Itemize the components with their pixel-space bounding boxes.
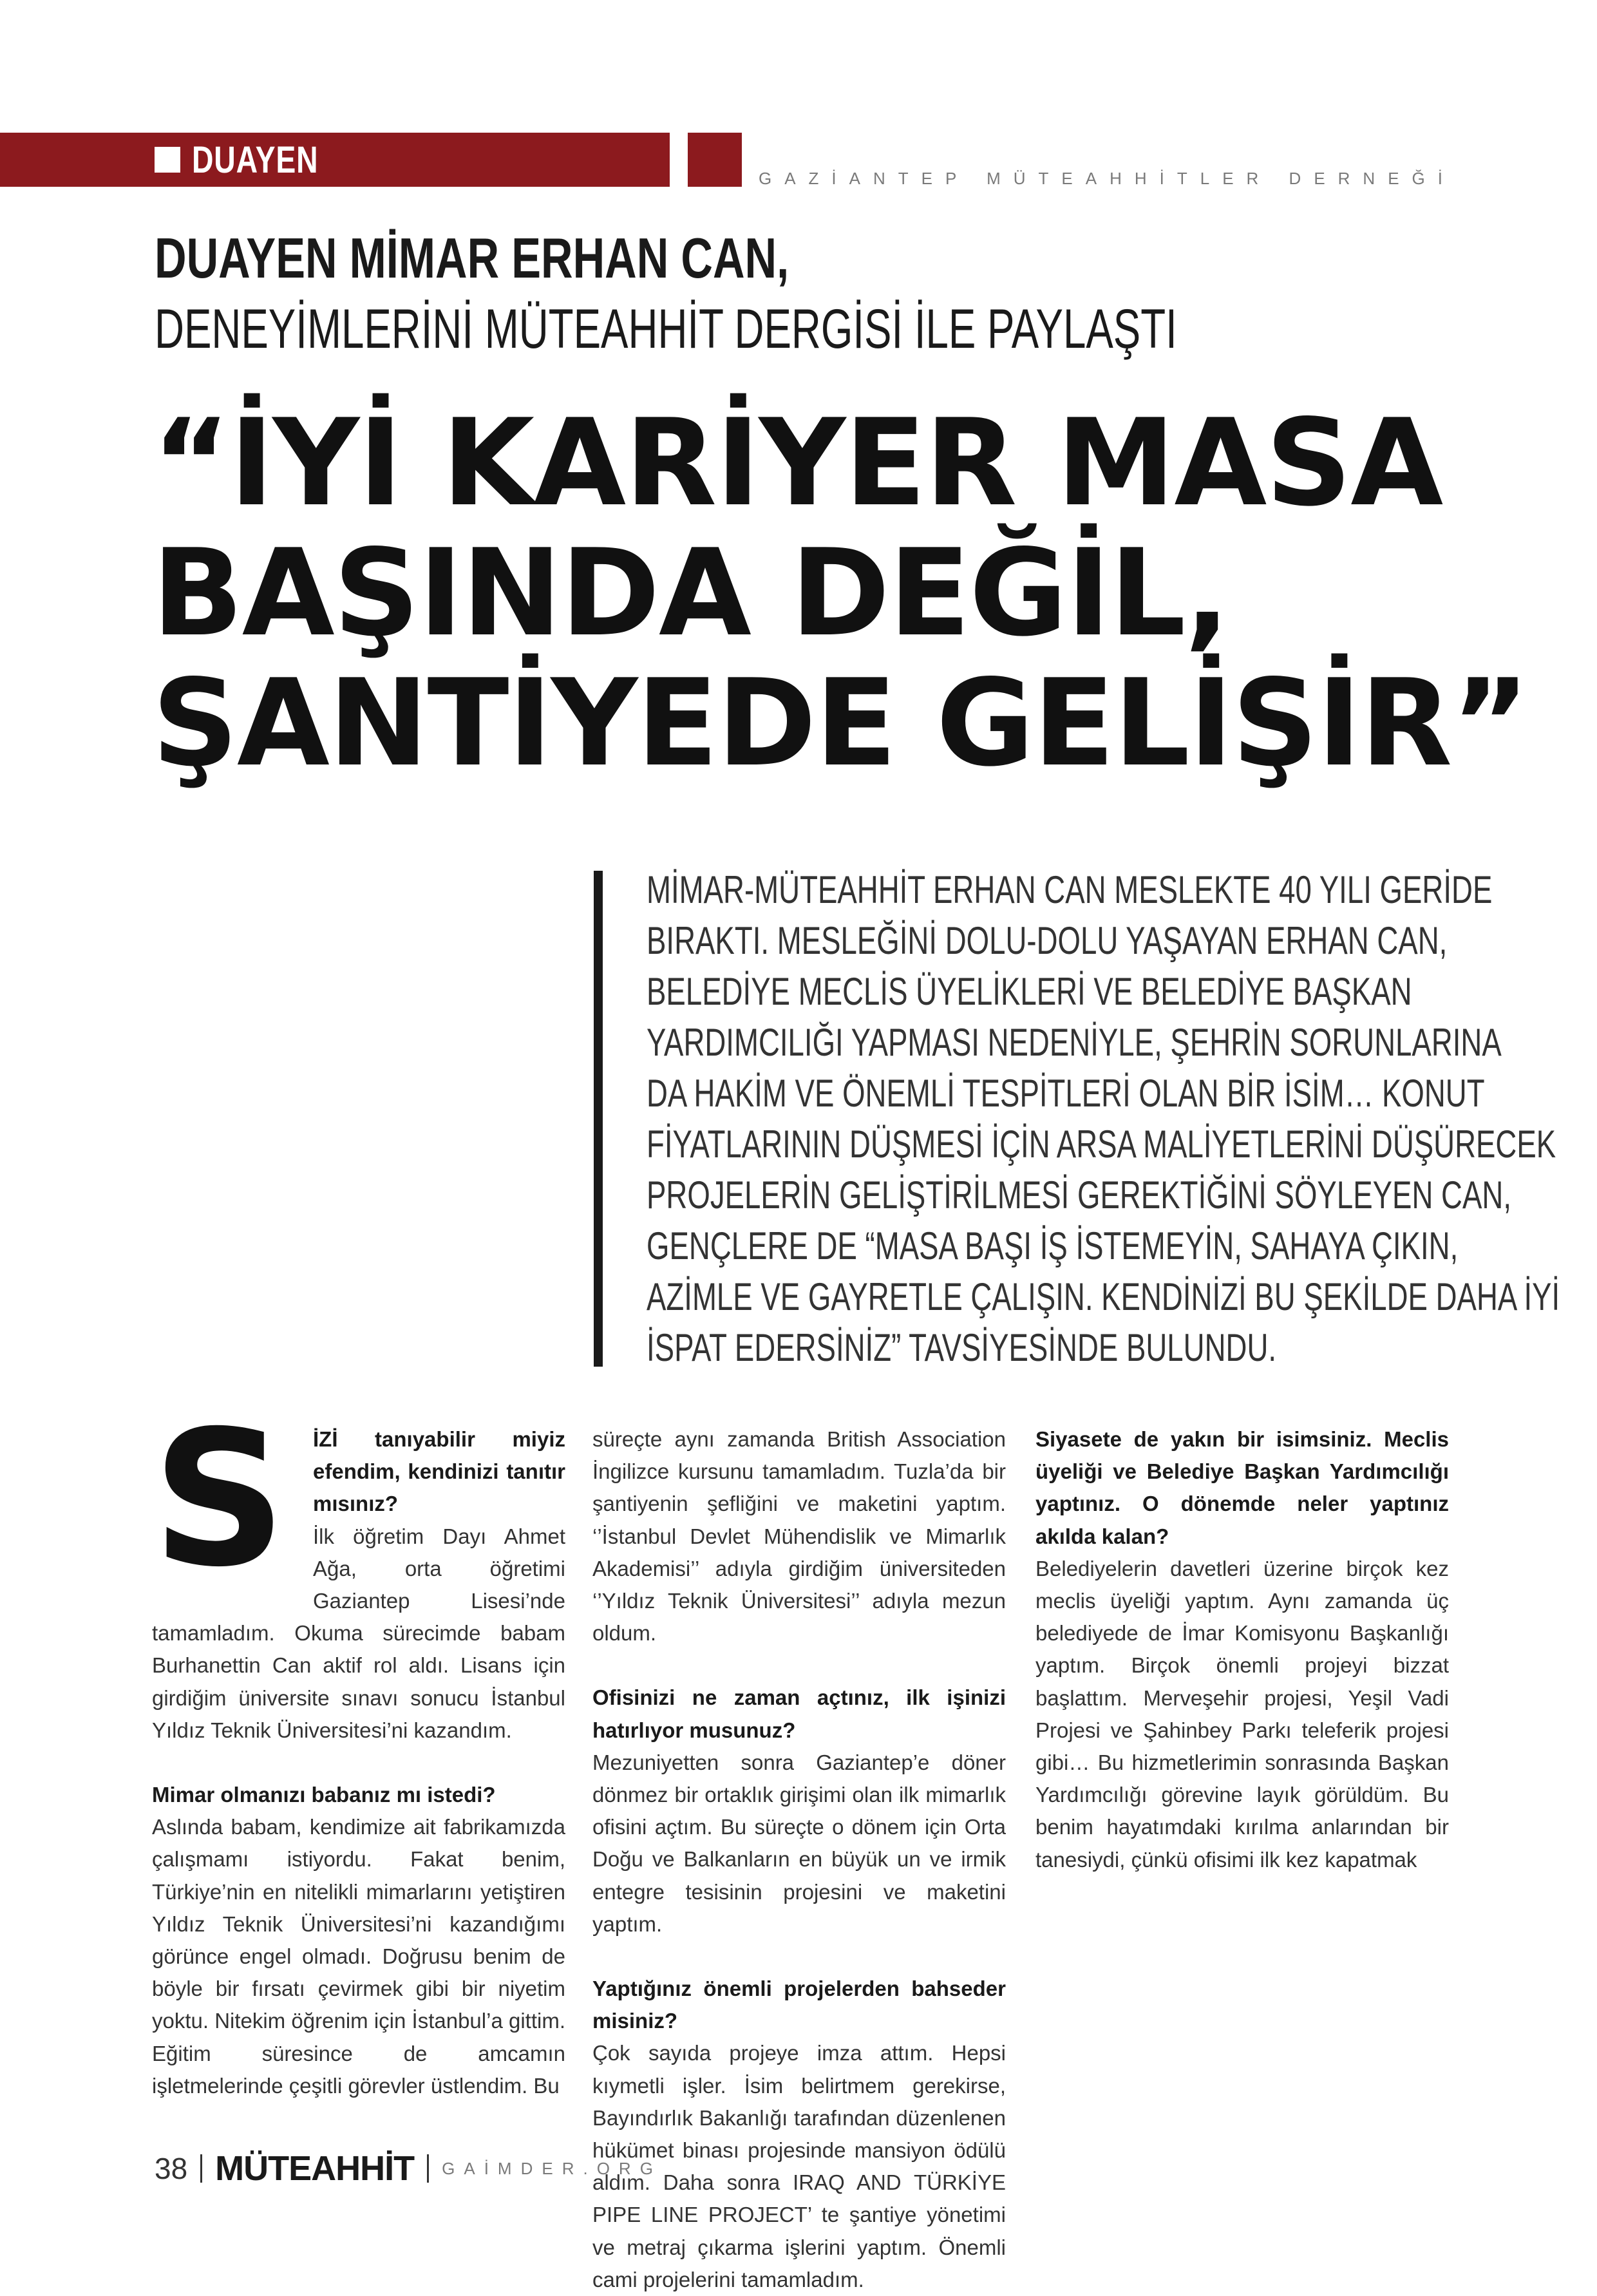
header-accent-block	[688, 133, 742, 187]
square-icon	[155, 147, 180, 173]
section-tag	[155, 133, 350, 187]
lead-line: İSPAT EDERSİNİZ” TAVSİYESİNDE BULUNDU.	[647, 1326, 1277, 1369]
lead-line: GENÇLERE DE “MASA BAŞI İŞ İSTEMEYİN, SAHAYA ÇIKIN,	[647, 1224, 1459, 1267]
kicker-line-2: DENEYİMLERİNİ MÜTEAHHİT DERGİSİ İLE PAYLAŞTI	[155, 298, 1177, 360]
headline-line: ŞANTİYEDE GELİŞİR”	[152, 653, 1529, 793]
lead-line: BELEDİYE MECLİS ÜYELİKLERİ VE BELEDİYE BAŞKAN	[647, 970, 1412, 1013]
section-label: DUAYEN	[192, 138, 319, 181]
answer-2-continued: süreçte aynı zamanda British Association İngilizce kursunu tamamladım. Tuzla’da bir şantiyenin şefliğini ve maketini yaptım. ‘’İstanbul Devlet Mühendislik ve Mimarlık Akademisi’’ adıyla girdiğim üniversiteden ‘’Yıldız Teknik Üniversitesi’’ adıyla mezun oldum.	[592, 1427, 1006, 1646]
lead-line: YARDIMCILIĞI YAPMASI NEDENİYLE, ŞEHRİN SORUNLARINA	[647, 1021, 1502, 1064]
lead-line: MİMAR-MÜTEAHHİT ERHAN CAN MESLEKTE 40 YILI GERİDE	[647, 868, 1493, 911]
lead-line: DA HAKİM VE ÖNEMLİ TESPİTLERİ OLAN BİR İSİM… KONUT	[647, 1072, 1485, 1115]
question-1: İZİ tanıyabilir miyiz efendim, kendinizi tanıtır mısınız?	[313, 1427, 565, 1516]
lead-line: FİYATLARININ DÜŞMESİ İÇİN ARSA MALİYETLERİNİ DÜŞÜRECEK	[647, 1123, 1556, 1166]
lead-divider	[594, 871, 603, 1367]
question-5: Siyasete de yakın bir isimsiniz. Meclis üyeliği ve Belediye Başkan Yardımcılığı yaptınız. O dönemde neler yaptınız akılda kalan?	[1035, 1427, 1449, 1548]
website-link[interactable]: GAİMDER.ORG	[442, 2158, 662, 2178]
answer-1: İlk öğretim Dayı Ahmet Ağa, orta öğretimi Gaziantep Lisesi’nde tamamladım. Okuma sürecimde babam Burhanettin Can aktif rol aldı. Lisans için girdiğim üniversite sınavı sonucu İstanbul Yıldız Teknik Üniversitesi’ni kazandım.	[152, 1524, 565, 1742]
lead-line: BIRAKTI. MESLEĞİNİ DOLU-DOLU YAŞAYAN ERHAN CAN,	[647, 919, 1448, 962]
answer-3: Mezuniyetten sonra Gaziantep’e döner dönmez bir ortaklık girişimi olan ilk mimarlık ofisini açtım. Bu süreçte o dönem için Orta Doğu ve Balkanların en büyük un ve irmik entegre tesisinin projesini ve maketini yaptım.	[592, 1750, 1006, 1936]
lead-paragraph	[647, 864, 1560, 1373]
lead-line: PROJELERİN GELİŞTİRİLMESİ GEREKTİĞİNİ SÖYLEYEN CAN,	[647, 1173, 1512, 1217]
kicker-line-1: DUAYEN MİMAR ERHAN CAN,	[155, 226, 789, 290]
body-column-2	[592, 1423, 1006, 2291]
body-column-1	[152, 1391, 565, 2102]
answer-5: Belediyelerin davetleri üzerine birçok kez meclis üyeliği yaptım. Aynı zamanda üç belediyede de İmar Komisyonu Başkanlığı yaptım. Birçok önemli projeyi bizzat başlattım. Merveşehir projesi, Yeşil Vadi Projesi ve Şahinbey Parkı teleferik projesi gibi… Bu hizmetlerimin sonrasında Başkan Yardımcılığı görevine layık görüldüm. Bu benim hayatımdaki kırılma anlarından bir tanesiydi, çünkü ofisimi ilk kez kapatmak	[1035, 1556, 1449, 1872]
question-3: Ofisinizi ne zaman açtınız, ilk işinizi hatırlıyor musunuz?	[592, 1685, 1006, 1742]
question-4: Yaptığınız önemli projelerden bahseder misiniz?	[592, 1977, 1006, 2033]
page-footer	[155, 2149, 662, 2188]
footer-divider	[200, 2154, 202, 2183]
lead-line: AZİMLE VE GAYRETLE ÇALIŞIN. KENDİNİZİ BU ŞEKİLDE DAHA İYİ	[647, 1275, 1560, 1318]
drop-cap: S	[152, 1391, 287, 1608]
body-column-3	[1035, 1423, 1449, 1876]
magazine-logo: MÜTEAHHİT	[215, 2149, 415, 2188]
question-2: Mimar olmanızı babanız mı istedi?	[152, 1783, 496, 1807]
headline	[152, 393, 1529, 793]
answer-4: Çok sayıda projeye imza attım. Hepsi kıymetli işler. İsim belirtmem gerekirse, Bayındırlık Bakanlığı tarafından düzenlenen hükümet binası projesinde mansiyon ödülü aldım. Daha sonra IRAQ AND TÜRKİYE PIPE LINE PROJECT’ te şantiye yönetimi ve metraj çıkarma işlerini yaptım. Önemli cami projelerini tamamladım.	[592, 2041, 1006, 2291]
headline-line: “İYİ KARİYER MASA	[152, 393, 1442, 533]
footer-divider	[427, 2154, 429, 2183]
headline-line: BAŞINDA DEĞİL,	[152, 523, 1229, 663]
answer-2: Aslında babam, kendimize ait fabrikamızda çalışmamı istiyordu. Fakat benim, Türkiye’nin en nitelikli mimarlarını yetiştiren Yıldız Teknik Üniversitesi’ni kazandığımı görünce engel olmadı. Doğrusu benim de böyle bir fırsatı çevirmek gibi bir niyetim yoktu. Nitekim öğrenim için İstanbul’a gittim. Eğitim süresince de amcamın işletmelerinde çeşitli görevler üstlendim. Bu	[152, 1815, 565, 2098]
association-name: GAZİANTEP MÜTEAHHİTLER DERNEĞİ	[758, 169, 1455, 188]
page-number: 38	[155, 2152, 188, 2185]
